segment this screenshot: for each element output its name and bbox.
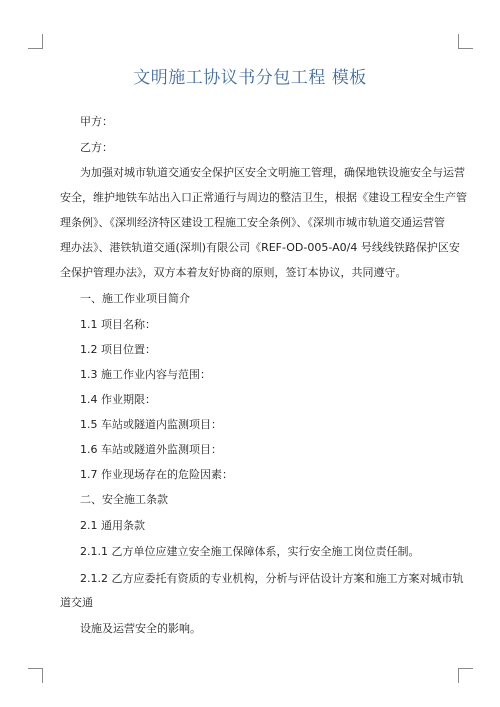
item-1-1: 1.1 项目名称：: [80, 318, 156, 331]
crop-mark-top-left: [28, 34, 43, 49]
clause-2-1-2-line-1: 2.1.2 乙方应委托有资质的专业机构，分析与评估设计方案和施工方案对城市轨: [80, 572, 464, 585]
party-b-label: 乙方：: [80, 141, 113, 154]
item-1-2: 1.2 项目位置：: [80, 343, 156, 356]
item-1-7: 1.7 作业现场存在的危险因素：: [80, 468, 233, 481]
intro-line-4: 理办法》、港铁轨道交通(深圳)有限公司《REF-OD-005-A0/4 号线线铁路保护区安: [60, 241, 460, 254]
clause-2-1-1: 2.1.1 乙方单位应建立安全施工保障体系，实行安全施工岗位责任制。: [80, 545, 420, 558]
item-1-3: 1.3 施工作业内容与范围：: [80, 368, 211, 381]
crop-mark-bottom-right: [458, 668, 473, 683]
clause-2-1-2-continued: 设施及运营安全的影响。: [80, 622, 201, 635]
subsection-2-1: 2.1 通用条款: [80, 519, 145, 532]
intro-line-5: 全保护管理办法》，双方本着友好协商的原则，签订本协议，共同遵守。: [60, 266, 407, 279]
item-1-4: 1.4 作业期限：: [80, 393, 156, 406]
section-heading-2: 二、安全施工条款: [80, 493, 168, 506]
clause-2-1-2-line-2: 道交通: [60, 596, 93, 609]
crop-mark-top-right: [458, 34, 473, 49]
document-title: 文明施工协议书分包工程 模板: [133, 68, 367, 88]
section-heading-1: 一、施工作业项目简介: [80, 292, 190, 305]
crop-mark-bottom-left: [28, 668, 43, 683]
intro-line-1: 为加强对城市轨道交通安全保护区安全文明施工管理，确保地铁设施安全与运营: [80, 166, 465, 179]
intro-line-3: 理条例》、《深圳经济特区建设工程施工安全条例》、《深圳市城市轨道交通运营管: [60, 216, 445, 229]
item-1-6: 1.6 车站或隧道外监测项目：: [80, 443, 222, 456]
intro-line-2: 安全，维护地铁车站出入口正常通行与周边的整洁卫生，根据《建设工程安全生产管: [60, 191, 467, 204]
item-1-5: 1.5 车站或隧道内监测项目：: [80, 418, 222, 431]
party-a-label: 甲方：: [80, 115, 113, 128]
